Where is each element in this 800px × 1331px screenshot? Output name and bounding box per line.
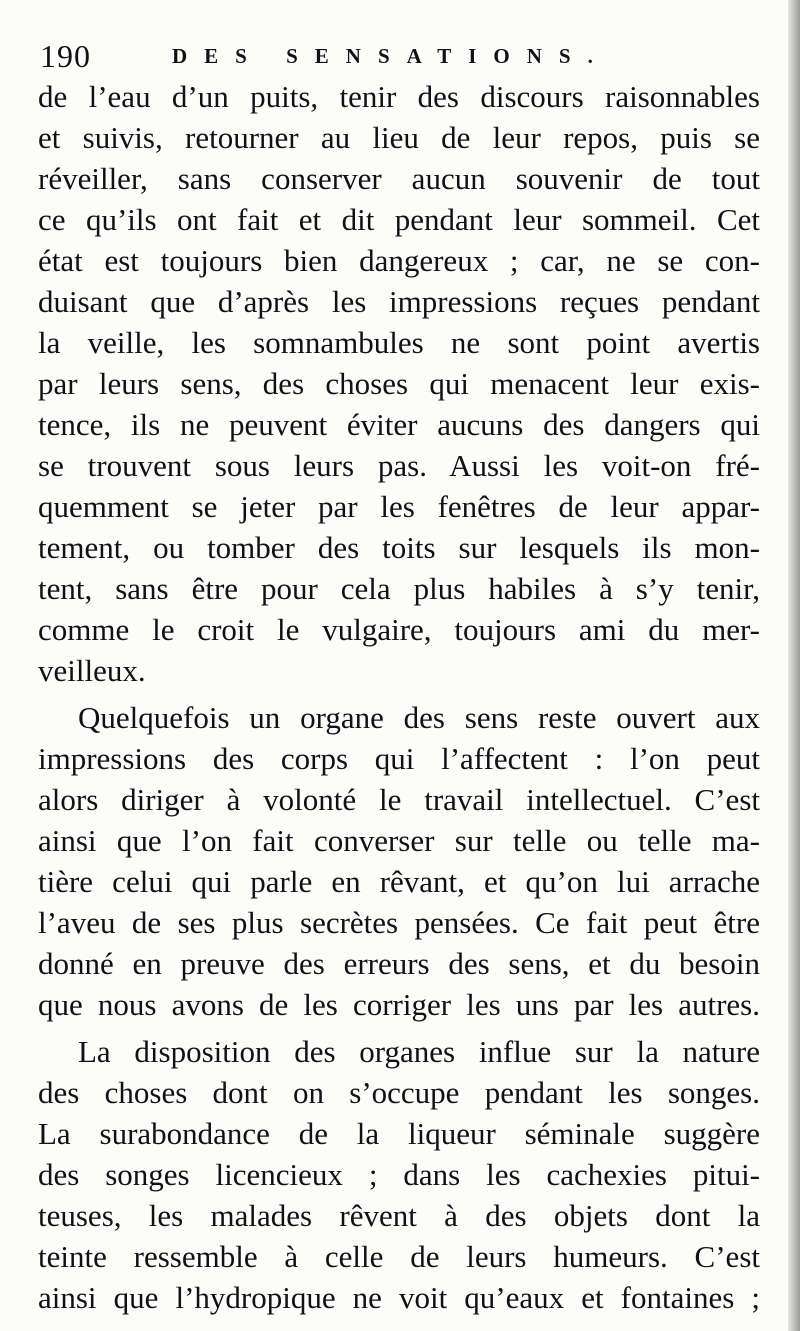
text-line: duisant que d’après les impressions reçues pendant bbox=[38, 284, 760, 319]
text-line: tière celui qui parle en rêvant, et qu’on lui arrache bbox=[38, 864, 760, 899]
text-line: ainsi que l’on fait converser sur telle ou telle ma- bbox=[38, 823, 760, 858]
page-number: 190 bbox=[40, 38, 91, 74]
text-line: ce qu’ils ont fait et dit pendant leur sommeil. Cet bbox=[38, 202, 760, 237]
body-text bbox=[38, 76, 760, 1318]
text-line: tence, ils ne peuvent éviter aucuns des dangers qui bbox=[38, 407, 760, 442]
text-line: teinte ressemble à celle de leurs humeurs. C’est bbox=[38, 1239, 760, 1274]
text-line: veilleux. bbox=[38, 653, 146, 688]
text-line: se trouvent sous leurs pas. Aussi les voit-on fré- bbox=[38, 448, 760, 483]
text-line: par leurs sens, des choses qui menacent leur exis- bbox=[38, 366, 760, 401]
paragraph-3 bbox=[38, 1031, 760, 1318]
text-line: Quelquefois un organe des sens reste ouvert aux bbox=[78, 700, 760, 735]
text-line: état est toujours bien dangereux ; car, ne se con- bbox=[38, 243, 760, 278]
text-line: des choses dont on s’occupe pendant les songes. bbox=[38, 1075, 760, 1110]
text-line: comme le croit le vulgaire, toujours ami du mer- bbox=[38, 612, 760, 647]
text-line: tement, ou tomber des toits sur lesquels ils mon- bbox=[38, 530, 760, 565]
text-line: La disposition des organes influe sur la nature bbox=[78, 1034, 760, 1069]
text-line: que nous avons de les corriger les uns par les autres. bbox=[38, 987, 760, 1022]
text-line: réveiller, sans conserver aucun souvenir de tout bbox=[38, 161, 760, 196]
text-line: donné en preuve des erreurs des sens, et du besoin bbox=[38, 946, 760, 981]
text-line: l’aveu de ses plus secrètes pensées. Ce fait peut être bbox=[38, 905, 760, 940]
paragraph-1 bbox=[38, 76, 760, 691]
text-line: de l’eau d’un puits, tenir des discours raisonnables bbox=[38, 79, 760, 114]
text-line: impressions des corps qui l’affectent : l’on peut bbox=[38, 741, 760, 776]
text-line: et suivis, retourner au lieu de leur repos, puis se bbox=[38, 120, 760, 155]
text-line: teuses, les malades rêvent à des objets dont la bbox=[38, 1198, 760, 1233]
page-header bbox=[40, 38, 760, 78]
text-line: des songes licencieux ; dans les cachexies pitui- bbox=[38, 1157, 760, 1192]
text-line: alors diriger à volonté le travail intellectuel. C’est bbox=[38, 782, 760, 817]
page-edge-shadow bbox=[788, 0, 800, 1331]
text-line: La surabondance de la liqueur séminale suggère bbox=[38, 1116, 760, 1151]
text-line: ainsi que l’hydropique ne voit qu’eaux et fontaines ; bbox=[38, 1280, 760, 1315]
text-line: quemment se jeter par les fenêtres de leur appar- bbox=[38, 489, 760, 524]
running-title: DES SENSATIONS. bbox=[172, 44, 610, 68]
paragraph-2 bbox=[38, 697, 760, 1025]
text-line: tent, sans être pour cela plus habiles à s’y tenir, bbox=[38, 571, 760, 606]
text-line: la veille, les somnambules ne sont point avertis bbox=[38, 325, 760, 360]
